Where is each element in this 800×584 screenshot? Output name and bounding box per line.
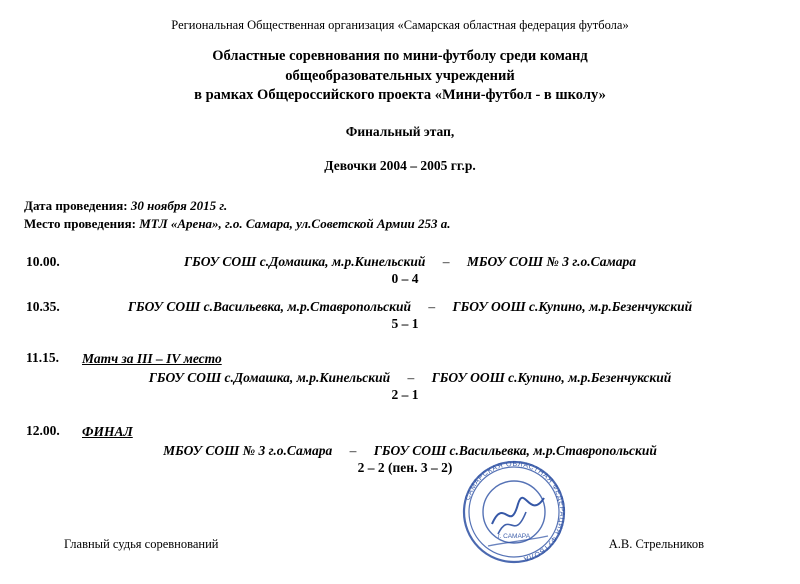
match-separator: – [407,369,415,385]
document-title [0,47,800,106]
event-meta [24,198,800,232]
match-row [0,350,800,403]
match-score: 2 – 2 (пен. 3 – 2) [357,459,453,475]
match-separator: – [442,253,450,269]
meta-label-date: Дата проведения: [24,197,128,213]
match-separator: – [428,298,436,314]
match-row [0,254,800,287]
match-teams [0,443,800,459]
team-away: ГБОУ СОШ с.Васильевка, м.р.Ставропольский [373,442,657,458]
meta-row-date [24,198,800,214]
match-score: 2 – 1 [391,386,419,402]
team-home: ГБОУ СОШ с.Домашка, м.р.Кинельский [148,369,391,385]
meta-label-venue: Место проведения: [24,215,136,231]
title-line-3: в рамках Общероссийского проекта «Мини-футбол - в школу» [194,87,606,104]
team-away: ГБОУ ООШ с.Купино, м.р.Безенчукский [452,298,693,314]
match-time: 11.15. [26,349,60,365]
organization-line: Региональная Общественная организация «Самарская областная федерация футбола» [171,18,629,32]
svg-text:г. САМАРА: г. САМАРА [497,533,531,540]
team-home: ГБОУ СОШ с.Васильевка, м.р.Ставропольский [127,298,411,314]
stage-label: Финальный этап, [345,123,455,139]
match-list [0,254,800,476]
team-home: ГБОУ СОШ с.Домашка, м.р.Кинельский [183,253,426,269]
title-line-2: общеобразовательных учреждений [285,67,515,84]
team-home: МБОУ СОШ № 3 г.о.Самара [163,442,333,458]
team-away: ГБОУ ООШ с.Купино, м.р.Безенчукский [431,369,672,385]
svg-text:САМАРСКАЯ ОБЛАСТНАЯ ФЕДЕРАЦИЯ: САМАРСКАЯ ОБЛАСТНАЯ ФЕДЕРАЦИЯ ФУТБОЛА [462,458,568,564]
category-label: Девочки 2004 – 2005 гг.р. [324,157,476,173]
match-separator: – [349,442,357,458]
match-note: Матч за III – IV место [82,350,222,366]
meta-value-date: 30 ноября 2015 г. [130,197,228,213]
match-time: 12.00. [26,422,60,438]
team-away: МБОУ СОШ № 3 г.о.Самара [466,253,637,269]
match-score: 0 – 4 [391,270,419,286]
match-teams [0,299,800,315]
footer-signer: А.В. Стрельников [608,537,704,551]
match-teams [0,254,800,270]
meta-row-venue [24,216,800,232]
footer-role: Главный судья соревнований [64,537,219,551]
match-score: 5 – 1 [391,315,419,331]
match-row [0,423,800,476]
match-time: 10.35. [26,298,60,314]
match-row [0,299,800,332]
meta-value-venue: МТЛ «Арена», г.о. Самара, ул.Советской Армии 253 а. [139,215,451,231]
match-teams [0,370,800,386]
document-page [0,18,800,584]
match-note: ФИНАЛ [82,423,133,439]
match-time: 10.00. [26,253,60,269]
title-line-1: Областные соревнования по мини-футболу среди команд [212,48,588,64]
